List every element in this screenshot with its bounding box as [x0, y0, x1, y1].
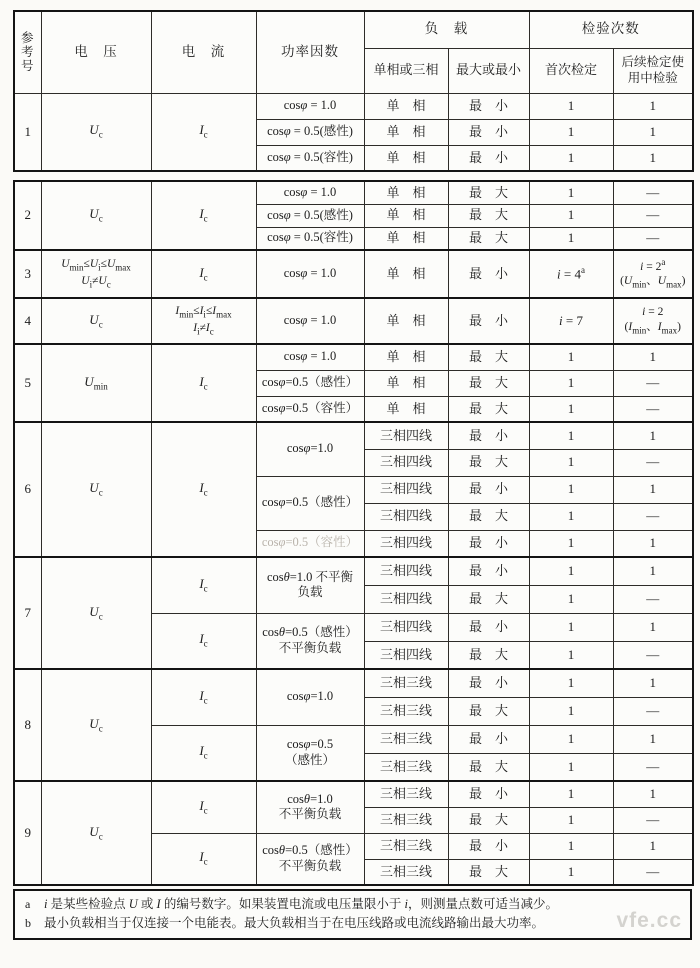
table-cell: —	[613, 753, 693, 781]
table-cell: 三相四线	[364, 641, 448, 669]
table-cell: cosφ=0.5 （感性）	[256, 725, 364, 781]
table-body-1	[14, 93, 693, 171]
table-cell: 1	[529, 204, 613, 227]
table-cell: 1	[529, 145, 613, 171]
table-cell: i = 2 ($I_{min}$、$I_{max}$)	[613, 298, 693, 344]
table-cell: 三相四线	[364, 613, 448, 641]
header-load-group: 负 载	[364, 11, 529, 48]
table-cell: 三相四线	[364, 476, 448, 503]
table-cell: —	[613, 204, 693, 227]
table-cell: $U_c$	[41, 298, 151, 344]
table-cell: $I_{min}\le I_i\le I_{max}$ $I_i\ne I_c$	[151, 298, 256, 344]
table-cell: 1	[529, 119, 613, 145]
verification-table-block-2	[13, 180, 694, 886]
header-voltage: 电 压	[41, 11, 151, 93]
table-cell: 三相三线	[364, 725, 448, 753]
table-cell: —	[613, 227, 693, 250]
ref-number: 9	[14, 781, 41, 885]
table-cell: 1	[613, 781, 693, 807]
table-cell: 1	[529, 697, 613, 725]
table-cell: $I_c$	[151, 181, 256, 250]
header-subsequent-verification: 后续检定使 用中检验	[613, 48, 693, 93]
table-cell: 1	[529, 753, 613, 781]
table-cell: —	[613, 370, 693, 396]
table-cell: 单 相	[364, 204, 448, 227]
ref-number: 5	[14, 344, 41, 422]
table-cell: 最 大	[448, 503, 529, 530]
table-cell: 1	[613, 344, 693, 370]
table-cell: 最 大	[448, 585, 529, 613]
table-cell: $U_c$	[41, 422, 151, 557]
table-cell: —	[613, 449, 693, 476]
table-cell: 1	[613, 557, 693, 585]
table-cell: 三相三线	[364, 833, 448, 859]
footnote-a	[25, 895, 682, 914]
table-cell: 三相三线	[364, 807, 448, 833]
footnote-marker-b: b	[25, 915, 31, 930]
table-cell: 最 小	[448, 298, 529, 344]
table-cell: —	[613, 641, 693, 669]
table-cell: $U_c$	[41, 93, 151, 171]
table-cell: 1	[529, 725, 613, 753]
table-cell: 1	[529, 422, 613, 449]
table-cell: 三相四线	[364, 422, 448, 449]
table-cell: 1	[529, 585, 613, 613]
table-cell: 1	[529, 641, 613, 669]
table-cell: cosφ = 0.5(容性)	[256, 145, 364, 171]
table-cell: $I_c$	[151, 422, 256, 557]
header-first-verification: 首次检定	[529, 48, 613, 93]
table-cell: 最 小	[448, 93, 529, 119]
table-cell: cosφ=1.0	[256, 422, 364, 476]
table-cell: $I_c$	[151, 833, 256, 885]
table-cell: 单 相	[364, 145, 448, 171]
footnote-b	[25, 914, 682, 933]
table-cell: —	[613, 585, 693, 613]
table-cell: 单 相	[364, 396, 448, 422]
table-cell: 最 小	[448, 725, 529, 753]
table-cell: $U_{min}$	[41, 344, 151, 422]
table-cell: 1	[529, 344, 613, 370]
table-cell: 三相三线	[364, 697, 448, 725]
table-cell: 1	[613, 669, 693, 697]
table-cell: 1	[529, 781, 613, 807]
table-cell: 单 相	[364, 227, 448, 250]
table-cell: 最 大	[448, 449, 529, 476]
footnote-a-text: i 是某些检验点 U 或 I 的编号数字。如果装置电流或电压量限小于 i，则测量点数可适当减少。	[44, 897, 558, 911]
table-cell: —	[613, 181, 693, 204]
table-cell: 单 相	[364, 370, 448, 396]
header-power-factor: 功率因数	[256, 11, 364, 93]
table-cell: 最 大	[448, 859, 529, 885]
table-cell: 1	[529, 613, 613, 641]
table-cell: 单 相	[364, 250, 448, 298]
table-cell: 最 小	[448, 557, 529, 585]
table-cell: 最 小	[448, 145, 529, 171]
footnote-marker-a: a	[25, 897, 31, 911]
table-cell: —	[613, 503, 693, 530]
table-cell: 1	[529, 93, 613, 119]
table-cell: cosφ = 1.0	[256, 181, 364, 204]
header-ref-number: 参 考 号	[14, 11, 41, 93]
table-cell: —	[613, 697, 693, 725]
table-cell: 最 小	[448, 422, 529, 449]
table-cell: 1	[613, 476, 693, 503]
table-cell: cosφ = 1.0	[256, 298, 364, 344]
table-cell: 1	[529, 530, 613, 557]
table-cell: 单 相	[364, 93, 448, 119]
table-cell: 三相四线	[364, 585, 448, 613]
table-cell: 最 小	[448, 613, 529, 641]
table-cell: cosφ = 1.0	[256, 93, 364, 119]
table-cell: 1	[529, 396, 613, 422]
table-cell: —	[613, 807, 693, 833]
table-cell: 最 大	[448, 753, 529, 781]
table-cell: 三相四线	[364, 449, 448, 476]
table-cell: cosφ=0.5（感性）	[256, 476, 364, 530]
table-cell: 三相三线	[364, 781, 448, 807]
table-cell: 最 大	[448, 227, 529, 250]
table-cell: 最 小	[448, 250, 529, 298]
table-cell: 1	[613, 93, 693, 119]
table-cell: cosφ = 0.5(感性)	[256, 119, 364, 145]
table-cell: $I_c$	[151, 781, 256, 833]
table-cell: 1	[529, 181, 613, 204]
table-cell: 三相三线	[364, 753, 448, 781]
table-cell: $I_c$	[151, 250, 256, 298]
table-cell: 1	[529, 449, 613, 476]
table-cell: 1	[529, 370, 613, 396]
table-cell: 1	[613, 833, 693, 859]
table-cell: 三相三线	[364, 669, 448, 697]
table-cell: $I_c$	[151, 557, 256, 613]
table-cell: 单 相	[364, 344, 448, 370]
table-cell: $I_c$	[151, 93, 256, 171]
table-cell: 1	[529, 557, 613, 585]
table-cell: $U_{min}\le U_i\le U_{max}$ $U_i\ne U_c$	[41, 250, 151, 298]
ref-number: 2	[14, 181, 41, 250]
watermark: vfe.cc	[616, 908, 682, 932]
table-cell: —	[613, 859, 693, 885]
table-cell: cosφ = 1.0	[256, 250, 364, 298]
header-maxmin: 最大或最小	[448, 48, 529, 93]
table-cell: cosφ = 0.5(感性)	[256, 204, 364, 227]
table-cell: i = 7	[529, 298, 613, 344]
table-cell: cosφ=0.5（感性）	[256, 370, 364, 396]
ref-number: 4	[14, 298, 41, 344]
table-cell: 1	[529, 833, 613, 859]
table-cell: $U_c$	[41, 669, 151, 781]
table-cell: $U_c$	[41, 557, 151, 669]
table-cell: 最 大	[448, 181, 529, 204]
table-cell: cosφ=0.5（容性）	[256, 530, 364, 557]
table-cell: 最 小	[448, 476, 529, 503]
header-current: 电 流	[151, 11, 256, 93]
table-cell: cosφ = 0.5(容性)	[256, 227, 364, 250]
table-cell: cosφ = 1.0	[256, 344, 364, 370]
ref-number: 6	[14, 422, 41, 557]
table-cell: 最 小	[448, 119, 529, 145]
table-cell: 最 大	[448, 204, 529, 227]
header-phase: 单相或三相	[364, 48, 448, 93]
ref-number: 8	[14, 669, 41, 781]
table-cell: cosφ=1.0	[256, 669, 364, 725]
table-cell: $I_c$	[151, 669, 256, 725]
ref-number: 1	[14, 93, 41, 171]
table-cell: 三相三线	[364, 859, 448, 885]
table-cell: 1	[613, 119, 693, 145]
table-cell: 1	[529, 669, 613, 697]
table-cell: $i = 4^a$	[529, 250, 613, 298]
table-cell: 最 小	[448, 781, 529, 807]
table-cell: 1	[529, 503, 613, 530]
table-cell: 1	[529, 227, 613, 250]
table-cell: 三相四线	[364, 503, 448, 530]
table-cell: —	[613, 396, 693, 422]
table-cell: 最 小	[448, 833, 529, 859]
table-cell: 三相四线	[364, 530, 448, 557]
table-cell: $I_c$	[151, 344, 256, 422]
table-cell: 单 相	[364, 181, 448, 204]
table-cell: 最 大	[448, 370, 529, 396]
table-cell: 1	[613, 422, 693, 449]
table-cell: 1	[529, 807, 613, 833]
table-cell: 1	[613, 145, 693, 171]
table-cell: $I_c$	[151, 613, 256, 669]
table-cell: 1	[529, 476, 613, 503]
table-cell: cosθ=0.5（感性） 不平衡负载	[256, 613, 364, 669]
table-cell: 最 大	[448, 697, 529, 725]
table-cell: 最 小	[448, 669, 529, 697]
table-cell: $U_c$	[41, 181, 151, 250]
table-cell: cosφ=0.5（容性）	[256, 396, 364, 422]
table-cell: $i = 2^a$ ($U_{min}$、$U_{max}$)	[613, 250, 693, 298]
table-cell: 单 相	[364, 119, 448, 145]
table-cell: 单 相	[364, 298, 448, 344]
table-cell: 最 大	[448, 807, 529, 833]
table-cell: 最 大	[448, 641, 529, 669]
table-cell: $U_c$	[41, 781, 151, 885]
verification-table-block-1	[13, 10, 694, 172]
footnote-b-text: 最小负载相当于仅连接一个电能表。最大负载相当于在电压线路或电流线路输出最大功率。	[44, 915, 545, 930]
table-cell: $I_c$	[151, 725, 256, 781]
table-cell: 1	[613, 613, 693, 641]
ref-number: 3	[14, 250, 41, 298]
table-cell: 最 小	[448, 530, 529, 557]
ref-number: 7	[14, 557, 41, 669]
table-cell: 1	[613, 725, 693, 753]
header-tests-group: 检验次数	[529, 11, 693, 48]
table-body-2	[14, 181, 693, 885]
table-cell: cosθ=0.5（感性） 不平衡负载	[256, 833, 364, 885]
table-cell: cosθ=1.0 不平衡 负载	[256, 557, 364, 613]
table-cell: 三相四线	[364, 557, 448, 585]
table-cell: 1	[529, 859, 613, 885]
table-cell: 最 大	[448, 396, 529, 422]
footnotes-box	[13, 889, 692, 940]
table-cell: cosθ=1.0 不平衡负载	[256, 781, 364, 833]
table-cell: 最 大	[448, 344, 529, 370]
scan-gap	[13, 172, 692, 180]
table-cell: 1	[613, 530, 693, 557]
